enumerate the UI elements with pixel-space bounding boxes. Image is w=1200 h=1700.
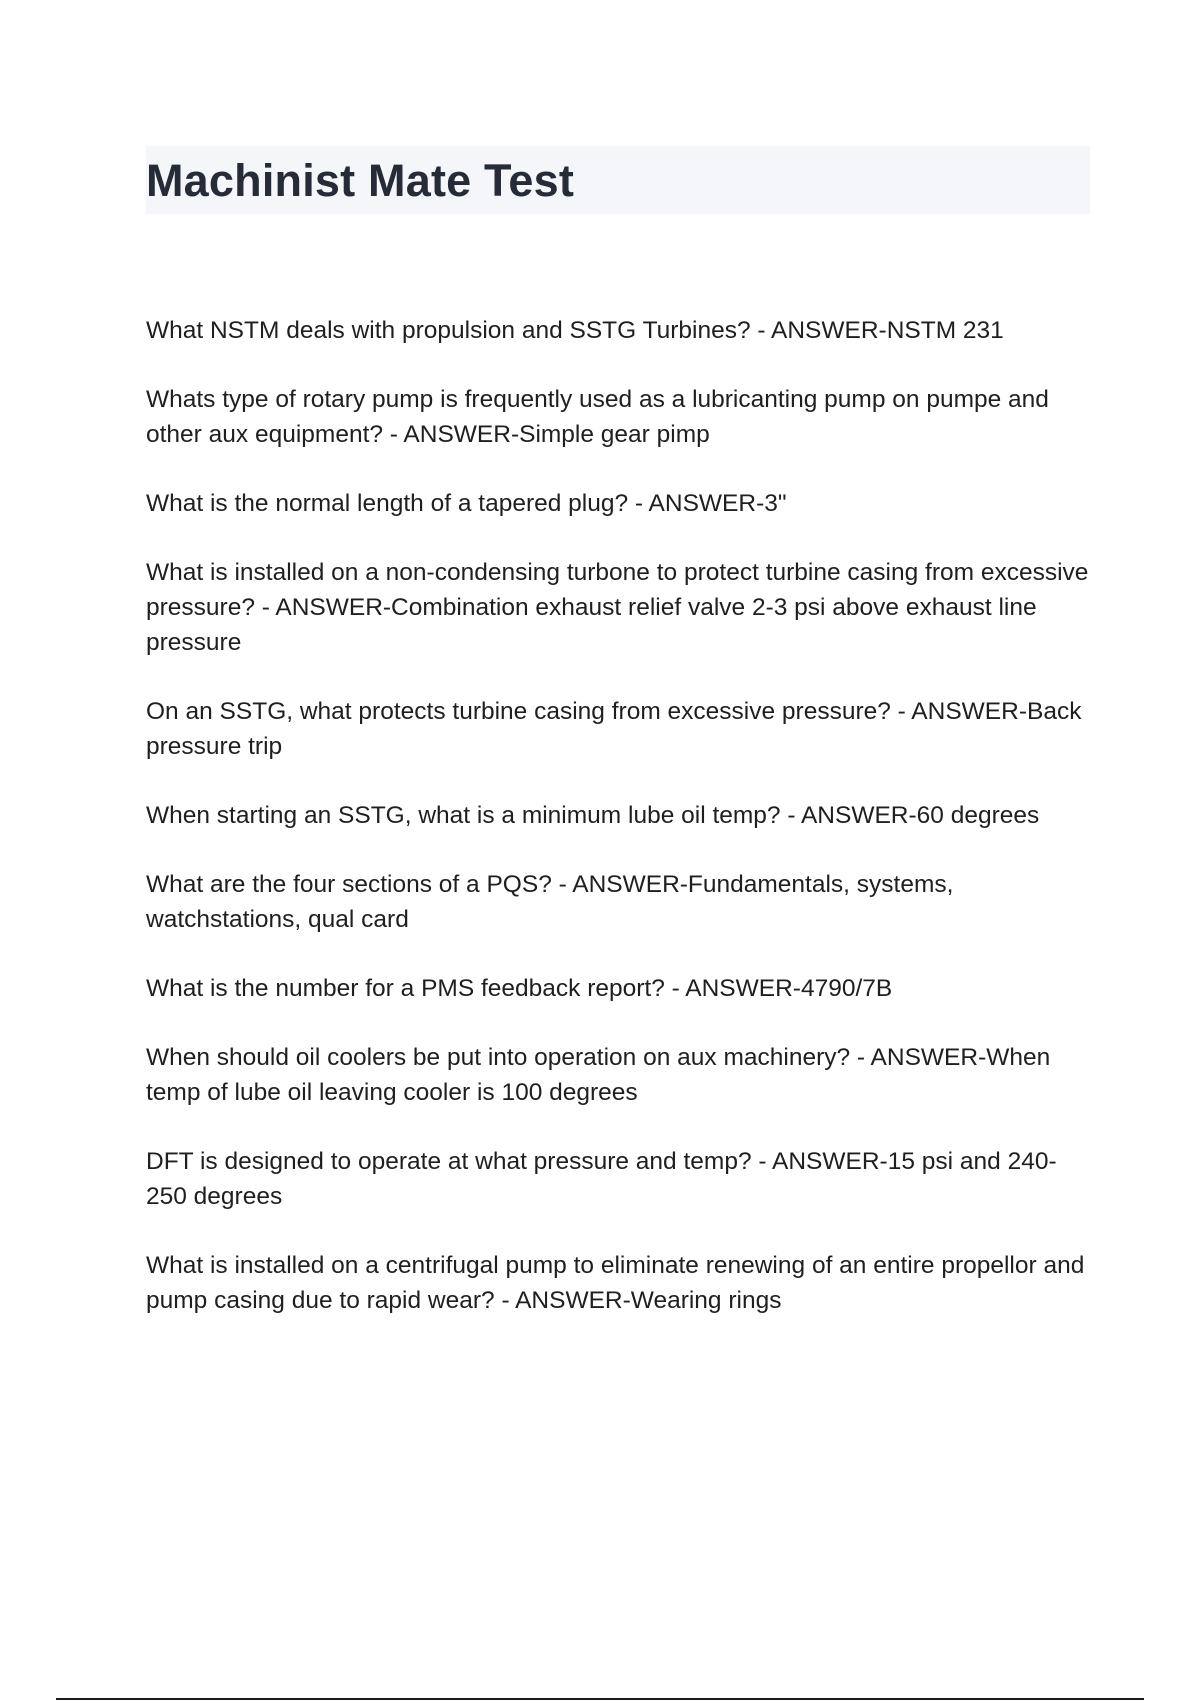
qa-item: What is the number for a PMS feedback report? - ANSWER-4790/7B xyxy=(146,975,893,1002)
qa-item: What is installed on a non-condensing turbone to protect turbine casing from excessive pressure? - ANSWER-Combination exhaust relief valve 2-3 psi above exhaust line pressure xyxy=(146,559,1089,656)
qa-item: Whats type of rotary pump is frequently used as a lubricanting pump on pumpe and other aux equipment? - ANSWER-Simple gear pimp xyxy=(146,386,1049,448)
question-answer-list xyxy=(146,313,1090,1352)
qa-item: What NSTM deals with propulsion and SSTG Turbines? - ANSWER-NSTM 231 xyxy=(146,317,1004,344)
qa-item: What is the normal length of a tapered plug? - ANSWER-3" xyxy=(146,490,787,517)
title-banner xyxy=(146,146,1090,214)
page-title: Machinist Mate Test xyxy=(146,155,575,206)
qa-item: When should oil coolers be put into operation on aux machinery? - ANSWER-When temp of lube oil leaving cooler is 100 degrees xyxy=(146,1044,1051,1106)
qa-item: What are the four sections of a PQS? - ANSWER-Fundamentals, systems, watchstations, qual card xyxy=(146,871,954,933)
qa-item: When starting an SSTG, what is a minimum lube oil temp? - ANSWER-60 degrees xyxy=(146,802,1040,829)
qa-item: On an SSTG, what protects turbine casing from excessive pressure? - ANSWER-Back pressure trip xyxy=(146,698,1082,760)
qa-item: DFT is designed to operate at what pressure and temp? - ANSWER-15 psi and 240-250 degrees xyxy=(146,1148,1057,1210)
qa-item: What is installed on a centrifugal pump to eliminate renewing of an entire propellor and pump casing due to rapid wear? - ANSWER-Wearing rings xyxy=(146,1252,1085,1314)
